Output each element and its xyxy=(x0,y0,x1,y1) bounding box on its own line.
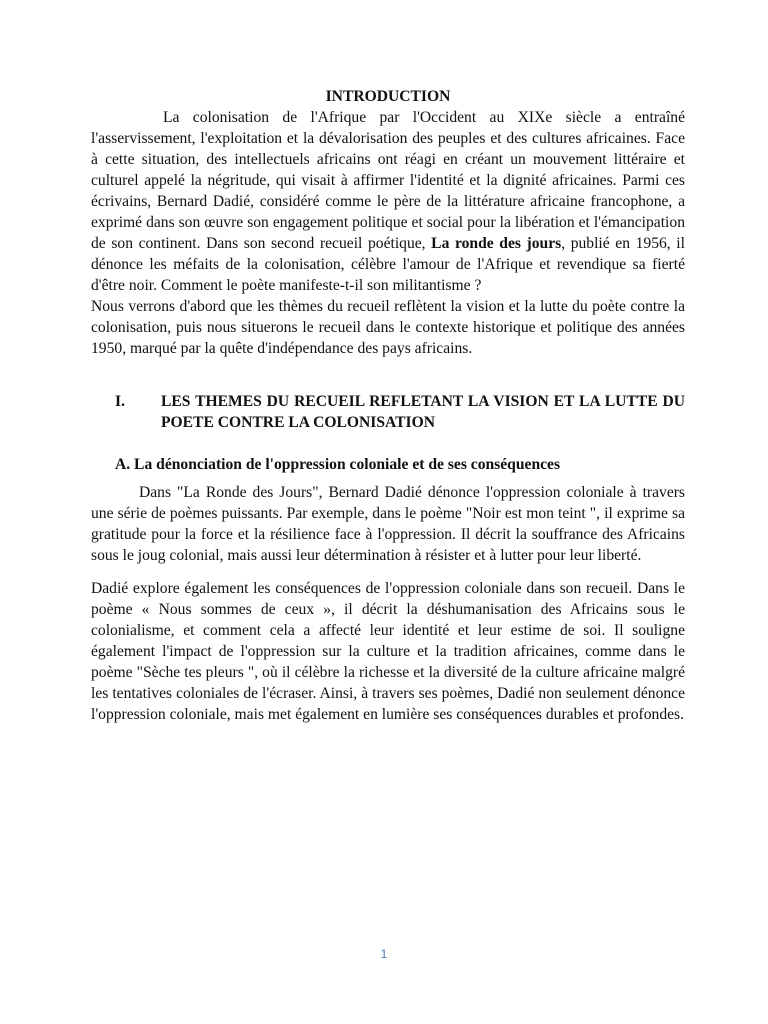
intro-paragraph-1 xyxy=(91,107,685,296)
subsection-a-paragraph-1: Dans "La Ronde des Jours", Bernard Dadié dénonce l'oppression coloniale à travers une série de poèmes puissants. Par exemple, dans le poème "Noir est mon teint ", il exprime sa gratitude pour la force et la résilience face à l'oppression. Il décrit la souffrance des Africains sous le joug colonial, mais aussi leur détermination à résister et à lutter pour leur liberté. xyxy=(91,484,685,564)
document-body xyxy=(91,86,685,725)
intro-paragraph-2: Nous verrons d'abord que les thèmes du recueil reflètent la vision et la lutte du poète contre la colonisation, puis nous situerons le recueil dans le contexte historique et politique des années 1950, marqué par la quête d'indépendance des pays africains. xyxy=(91,298,685,357)
intro-text-part2: , publié en 1956, il dénonce les méfaits de la colonisation, célèbre l'amour de l'Afrique et revendique sa fierté d'être noir. Comment le poète manifeste-t-il son militantisme ? xyxy=(91,235,685,294)
section-1-number: I. xyxy=(115,393,125,410)
page-number: 1 xyxy=(380,947,388,961)
page-title: INTRODUCTION xyxy=(325,88,451,105)
book-title-bold: La ronde des jours xyxy=(431,235,562,252)
subsection-a-paragraph-2: Dadié explore également les conséquences de l'oppression coloniale dans son recueil. Dans le poème « Nous sommes de ceux », il décrit la déshumanisation des Africains sous le colonialisme, et comment cela a affecté leur identité et leur estime de soi. Il souligne également l'impact de l'oppression sur la culture et la tradition africaines, comme dans le poème "Sèche tes pleurs ", où il célèbre la richesse et la diversité de la culture africaine malgré les tentatives coloniales de l'écraser. Ainsi, à travers ses poèmes, Dadié non seulement dénonce l'oppression coloniale, mais met également en lumière ses conséquences durables et profondes. xyxy=(91,580,685,723)
subsection-a-heading: A. La dénonciation de l'oppression coloniale et de ses conséquences xyxy=(115,456,561,473)
section-1-heading xyxy=(115,391,685,433)
section-spacer xyxy=(91,359,685,391)
intro-text-part1: La colonisation de l'Afrique par l'Occident au XIXe siècle a entraîné l'asservissement, l'exploitation et la dévalorisation des peuples et des cultures africaines. Face à cette situation, des intellectuels africains ont réagi en créant un mouvement littéraire et culturel appelé la négritude, qui visait à affirmer l'identité et la dignité africaines. Parmi ces écrivains, Bernard Dadié, considéré comme le père de la littérature africaine francophone, a exprimé dans son œuvre son engagement politique et social pour la libération et l'émancipation de son continent. Dans son second recueil poétique, xyxy=(91,109,685,252)
section-1-title: LES THEMES DU RECUEIL REFLETANT LA VISION ET LA LUTTE DU POETE CONTRE LA COLONISATION xyxy=(161,393,685,431)
